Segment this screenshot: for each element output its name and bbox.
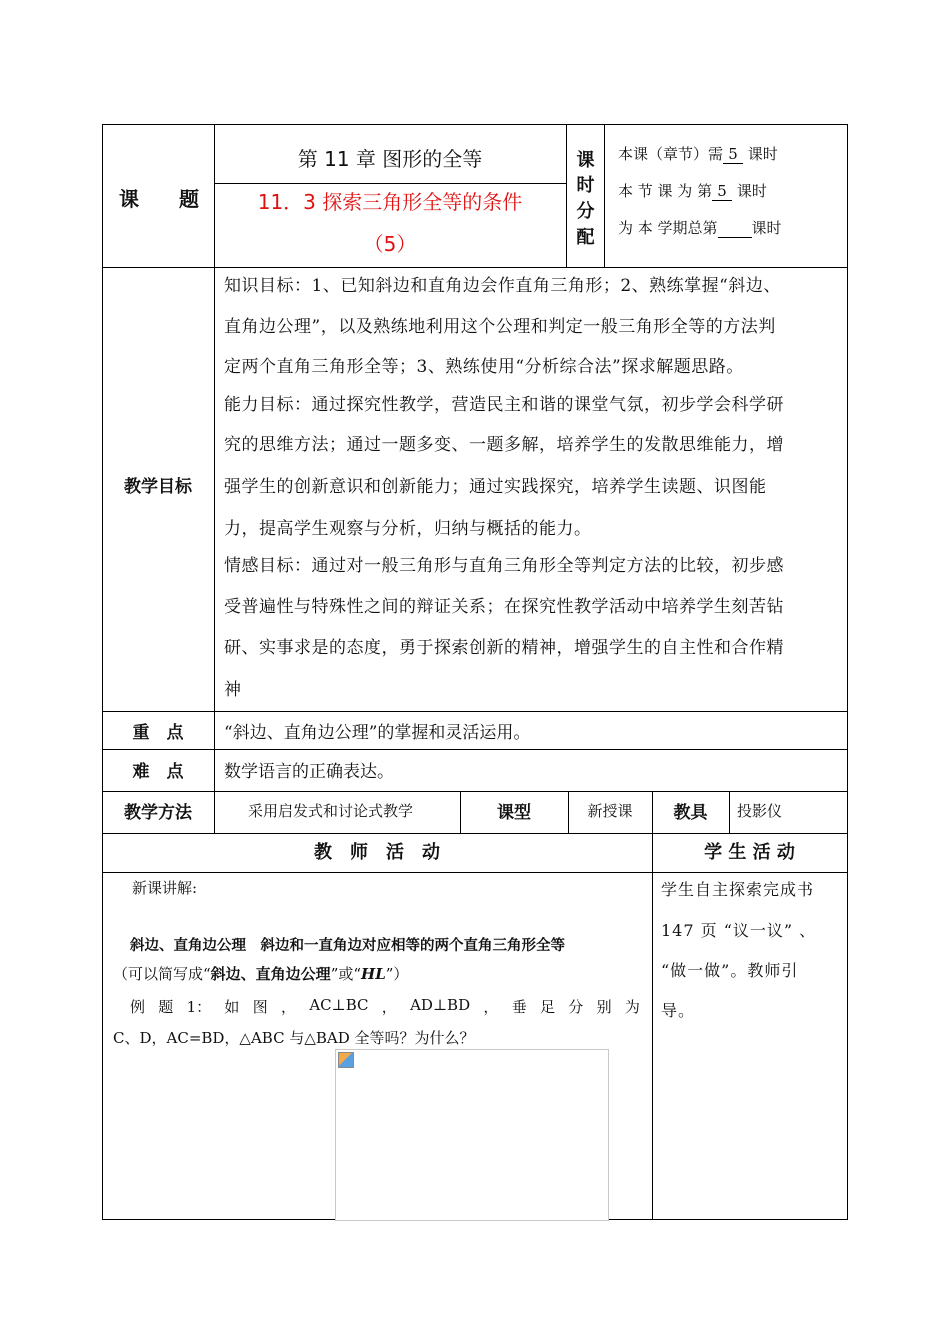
objective-line: 能力目标：通过探究性教学，营造民主和谐的课堂气氛，初步学会科学研 bbox=[224, 395, 784, 415]
objective-line: 知识目标：1、已知斜边和直角边会作直角三角形；2、熟练掌握“斜边、 bbox=[224, 276, 781, 296]
time-line-1: 本课（章节）需 5 课时 bbox=[618, 145, 778, 163]
objective-line: 神 bbox=[224, 680, 242, 700]
objective-line: 力，提高学生观察与分析，归纳与概括的能力。 bbox=[224, 519, 592, 539]
objective-line: 究的思维方法；通过一题多变、一题多解，培养学生的发散思维能力，增 bbox=[224, 435, 784, 455]
lesson-intro: 新课讲解: bbox=[132, 879, 198, 897]
key-point-label: 重 点 bbox=[132, 723, 184, 743]
student-activity-header: 学 生 活 动 bbox=[704, 842, 795, 863]
example-line-2: C、D，AC=BD，△ABC 与△BAD 全等吗？为什么？ bbox=[113, 1029, 475, 1047]
broken-image-icon bbox=[338, 1052, 354, 1068]
theorem-note: （可以简写成“斜边、直角边公理”或“HL”） bbox=[113, 965, 409, 983]
teacher-activity-header: 教 师 活 动 bbox=[314, 842, 440, 863]
topic-label: 课 题 bbox=[119, 187, 199, 211]
student-line: 导。 bbox=[661, 1001, 696, 1020]
lesson-type-label: 课型 bbox=[497, 803, 531, 823]
difficulty-label: 难 点 bbox=[132, 762, 184, 782]
time-line-3: 为 本 学期总第 课时 bbox=[618, 219, 782, 237]
theorem-statement: 斜边、直角边公理 斜边和一直角边对应相等的两个直角三角形全等 bbox=[130, 938, 565, 954]
objectives-label: 教学目标 bbox=[124, 477, 192, 497]
objective-line: 受普遍性与特殊性之间的辩证关系；在探究性教学活动中培养学生刻苦钻 bbox=[224, 597, 784, 617]
chapter-title: 第 11 章 图形的全等 bbox=[297, 147, 483, 171]
student-line: “做一做”。教师引 bbox=[661, 961, 799, 980]
student-line: 学生自主探索完成书 bbox=[661, 880, 815, 899]
lesson-type-value: 新授课 bbox=[587, 802, 633, 820]
objective-line: 研、实事求是的态度，勇于探索创新的精神，增强学生的自主性和合作精 bbox=[224, 638, 784, 658]
time-line-2: 本 节 课 为 第 5 课时 bbox=[618, 182, 767, 200]
tools-label: 教具 bbox=[673, 803, 708, 823]
method-label: 教学方法 bbox=[124, 803, 192, 823]
difficulty-text: 数学语言的正确表达。 bbox=[224, 762, 394, 782]
student-line: 147 页 “议一议” 、 bbox=[661, 921, 817, 940]
method-value: 采用启发式和讨论式教学 bbox=[248, 802, 414, 820]
tools-value: 投影仪 bbox=[737, 802, 783, 820]
lesson-title: 11．3 探索三角形全等的条件 bbox=[257, 190, 523, 214]
objective-line: 强学生的创新意识和创新能力；通过实践探究，培养学生读题、识图能 bbox=[224, 477, 767, 497]
objective-line: 定两个直角三角形全等；3、熟练使用“分析综合法”探求解题思路。 bbox=[224, 357, 744, 377]
lesson-part: （5） bbox=[363, 232, 417, 256]
figure-placeholder bbox=[335, 1049, 609, 1221]
objective-line: 情感目标：通过对一般三角形与直角三角形全等判定方法的比较，初步感 bbox=[224, 556, 784, 576]
objective-line: 直角边公理”，以及熟练地利用这个公理和判定一般三角形全等的方法判 bbox=[224, 317, 776, 337]
example-line-1: 例 题 1： 如 图 ， AC⊥BC ， AD⊥BD ， 垂 足 分 别 为 bbox=[130, 996, 640, 1016]
key-point-text: “斜边、直角边公理”的掌握和灵活运用。 bbox=[224, 723, 531, 743]
